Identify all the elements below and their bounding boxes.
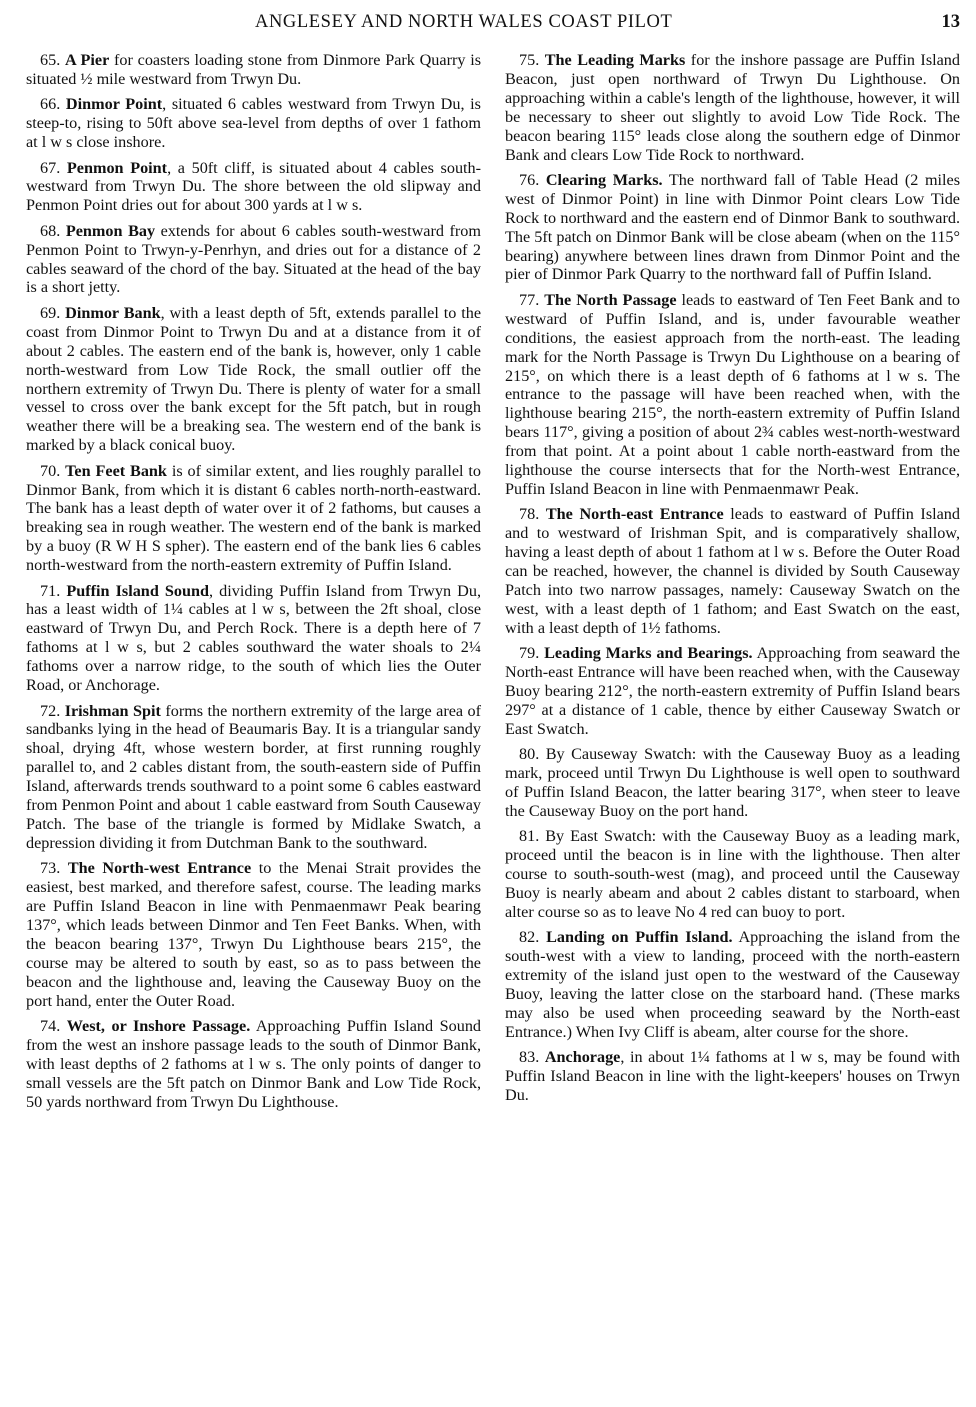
paragraph-body: By East Swatch: with the Causeway Buoy as a leading mark, proceed until the beacon is in line with the lighthouse. Then alter course to south-south-west (mag), and proceed until the Causeway Buoy is nearly abeam and about 2 cables distant to starboard, when alter course so as to leave No 4 red can buoy to port. [505, 827, 961, 921]
paragraph-number: 70. [40, 461, 61, 480]
paragraph-number: 79. [519, 644, 540, 663]
paragraph [505, 928, 960, 1041]
paragraph-heading: West, or Inshore Passage. [66, 1017, 251, 1035]
paragraph-body: leads to eastward of Ten Feet Bank and to westward of Puffin Island, and is, under favourable weather conditions, the easiest approach from the north-east. The leading mark for the North Passage is Trwyn Du Lighthouse on a bearing of 215°, on which there is a least depth of 6 fathoms at l w s. The entrance to the passage will have been reached when, with the lighthouse bearing 215°, the north-eastern extremity of Puffin Island bears 117°, giving a position of about 2¾ cables west-north-westward from that point. At a point about 1 cable north-eastward from the lighthouse the course intersects that for the North-west Entrance, Puffin Island Beacon in line with Penmaenmawr Peak. [505, 290, 961, 498]
paragraph-heading: Clearing Marks. [545, 170, 663, 189]
paragraph-body: By Causeway Swatch: with the Causeway Buoy as a leading mark, proceed until Trwyn Du Lighthouse is well open to southward of Puffin Island Beacon, the latter bearing 317°, when steer to leave the Causeway Buoy on the port hand. [505, 745, 961, 820]
paragraph-number: 81. [519, 827, 540, 846]
right-column [505, 51, 960, 1112]
paragraph-heading: The North Passage [544, 290, 677, 309]
paragraph-heading: Puffin Island Sound [66, 581, 210, 600]
paragraph-heading: Irishman Spit [64, 701, 161, 720]
paragraph-number: 76. [519, 170, 540, 189]
paragraph [26, 51, 481, 89]
paragraph-number: 66. [40, 95, 61, 114]
paragraph-body: Approaching from seaward the North-east Entrance will have been reached when, with the Causeway Buoy bearing 212°, the north-eastern extremity of Puffin Island bears 297° at a distance of 1 cable, thence by either Causeway Swatch or East Swatch. [505, 644, 960, 738]
paragraph-heading: The Leading Marks [544, 51, 686, 69]
paragraph-number: 75. [519, 51, 540, 69]
paragraph-heading: Penmon Point [66, 158, 168, 177]
paragraph-number: 73. [40, 859, 61, 878]
paragraph-heading: Landing on Puffin Island. [546, 928, 733, 947]
paragraph [505, 51, 960, 164]
paragraph [26, 95, 481, 152]
paragraph [505, 505, 960, 637]
paragraph-number: 67. [40, 158, 61, 177]
paragraph [505, 171, 960, 284]
paragraph-body: , dividing Puffin Island from Trwyn Du, has a least width of 1¼ cables at l w s, between the 2ft shoal, close eastward of Trwyn Du, and Perch Rock. There is a depth here of 7 fathoms at l w s, but 2 cables southward the water shoals to 2¼ fathoms over a narrow ridge, to the south of which lies the Outer Road, or Anchorage. [26, 581, 481, 695]
paragraph-number: 72. [40, 701, 61, 720]
paragraph [505, 1048, 960, 1105]
paragraph-body: , in about 1¼ fathoms at l w s, may be found with Puffin Island Beacon in line with the light-keepers' houses on Trwyn Du. [505, 1048, 961, 1105]
paragraph [26, 859, 481, 1010]
paragraph-number: 82. [519, 928, 540, 947]
paragraph-body: forms the northern extremity of the large area of sandbanks lying in the head of Beaumaris Bay. It is a triangular sandy shoal, drying 4ft, whose western border, at first running roughly parallel to, and 2 cables distant from, the south-eastern side of Puffin Island, afterwards trends southward to a point some 6 cables eastward from Penmon Point and about 1 cable eastward from South Causeway Patch. The base of the triangle is formed by Midlake Swatch, a depression dividing it from Dutchman Bank to the southward. [26, 701, 481, 852]
left-column [26, 51, 481, 1118]
paragraph-heading: Dinmor Point [65, 95, 163, 114]
paragraph-body: , a 50ft cliff, is situated about 4 cables south-westward from Trwyn Du. The shore between the old slipway and Penmon Point dries out for about 300 yards at l w s. [26, 158, 482, 215]
paragraph-number: 65. [40, 51, 61, 69]
paragraph-number: 71. [40, 581, 61, 600]
paragraph-number: 80. [519, 745, 540, 764]
running-title: ANGLESEY AND NORTH WALES COAST PILOT [255, 12, 673, 32]
paragraph-heading: Dinmor Bank [65, 303, 161, 322]
paragraph-body: , with a least depth of 5ft, extends parallel to the coast from Dinmor Point to Trwyn Du and at a distance from it of about 2 cables. The eastern end of the bank is, however, only 1 cable north-westward from Low Tide Rock, the small outlier off the northern extremity of Trwyn Du. There is plenty of water for a small vessel to cross over the bank except for the 5ft patch, but in rough weather there will be a breaking sea. The western end of the bank is marked by a black conical buoy. [26, 303, 482, 455]
paragraph-body: for the inshore passage are Puffin Island Beacon, just open northward of Trwyn Du Lighthouse. On approaching within a cable's length of the lighthouse, however, it will be necessary to sheer out slightly to avoid Low Tide Rock. The beacon bearing 115° leads close along the southern edge of Dinmor Bank and clears Low Tide Rock to northward. [505, 51, 960, 164]
paragraph-body: for coasters loading stone from Dinmore Park Quarry is situated ½ mile westward from Trwyn Du. [26, 51, 481, 88]
paragraph-heading: The North-east Entrance [545, 505, 724, 524]
paragraph [505, 745, 960, 821]
paragraph [26, 159, 481, 216]
paragraph-number: 78. [519, 505, 540, 524]
paragraph-body: is of similar extent, and lies roughly parallel to Dinmor Bank, from which it is distant 6 cables north-north-eastward. The bank has a least depth of water over it of 2 fathoms, but causes a breaking sea in rough weather. The western end of the bank is marked by a buoy (R W H S spher). The eastern end of the bank lies 6 cables north-westward from the north-eastern extremity of Puffin Island. [26, 461, 482, 575]
paragraph-body: Approaching the island from the south-west with a view to landing, proceed with the north-eastern extremity of the island just open to the westward of the Causeway Buoy, leaving the latter close on the starboard hand. (These marks may also be used when proceeding seaward by the North-east Entrance.) When Ivy Cliff is abeam, alter course for the shore. [505, 928, 960, 1041]
paragraph-number: 68. [40, 221, 61, 240]
paragraph-body: , situated 6 cables westward from Trwyn Du, is steep-to, rising to 50ft above sea-level from depths of over 1 fathom at l w s close inshore. [26, 95, 481, 152]
page-header [0, 12, 976, 36]
paragraph-number: 74. [40, 1017, 61, 1035]
paragraph-heading: Leading Marks and Bearings. [544, 644, 753, 663]
paragraph-heading: A Pier [64, 51, 110, 69]
paragraph [26, 462, 481, 575]
paragraph [26, 304, 481, 455]
paragraph-heading: The North-west Entrance [67, 859, 252, 878]
paragraph-body: leads to eastward of Puffin Island and to westward of Irishman Spit, and is comparatively shallow, having a least depth of about 1 fathom at l w s. Before the Outer Road can be reached, however, the channel is divided by South Causeway Patch into two narrow passages, namely: Causeway Swatch on the west, with a least depth of 1 fathom; and East Swatch on the east, with a least depth of 1½ fathoms. [505, 505, 960, 637]
paragraph-body: Approaching Puffin Island Sound from the west an inshore passage leads to the south of Dinmor Bank, with least depths of 2 fathoms at l w s. The only points of danger to small vessels are the 5ft patch on Dinmor Bank and Low Tide Rock, 50 yards northward from Trwyn Du Lighthouse. [26, 1017, 482, 1111]
paragraph-number: 83. [519, 1048, 540, 1067]
paragraph [26, 582, 481, 695]
paragraph-body: to the Menai Strait provides the easiest, best marked, and therefore safest, course. The leading marks are Puffin Island Beacon in line with Penmaenmawr Peak bearing 137°, which leads between Dinmor and Ten Feet Banks. When, with the beacon bearing 137°, Trwyn Du Lighthouse bears 215°, the course may be altered to south by east, so as to pass between the beacon and the lighthouse and, leaving the Causeway Buoy on the port hand, enter the Outer Road. [26, 859, 481, 1010]
paragraph-heading: Anchorage [544, 1048, 621, 1067]
paragraph-number: 77. [519, 290, 540, 309]
paragraph [26, 1017, 481, 1112]
paragraph [505, 827, 960, 922]
paragraph-number: 69. [40, 303, 61, 322]
paragraph [505, 291, 960, 499]
paragraph-body: The northward fall of Table Head (2 miles west of Dinmor Point) in line with Dinmor Point clears Low Tide Rock to northward and the eastern end of Dinmor Bank to southward. The 5ft patch on Dinmor Bank will be close abeam (when on the 115° bearing) anywhere between lines drawn from Dinmor Point and the pier of Dinmor Park Quarry to the northward fall of Puffin Island. [505, 170, 961, 284]
page-number: 13 [941, 12, 960, 32]
paragraph [26, 222, 481, 298]
paragraph-heading: Ten Feet Bank [65, 461, 167, 480]
paragraph-body: extends for about 6 cables south-westward from Penmon Point to Trwyn-y-Penrhyn, and dries out for a distance of 2 cables seaward of the chord of the bay. Situated at the head of the bay is a short jetty. [26, 221, 481, 297]
paragraph-heading: Penmon Bay [65, 221, 156, 240]
paragraph [26, 702, 481, 853]
paragraph [505, 644, 960, 739]
